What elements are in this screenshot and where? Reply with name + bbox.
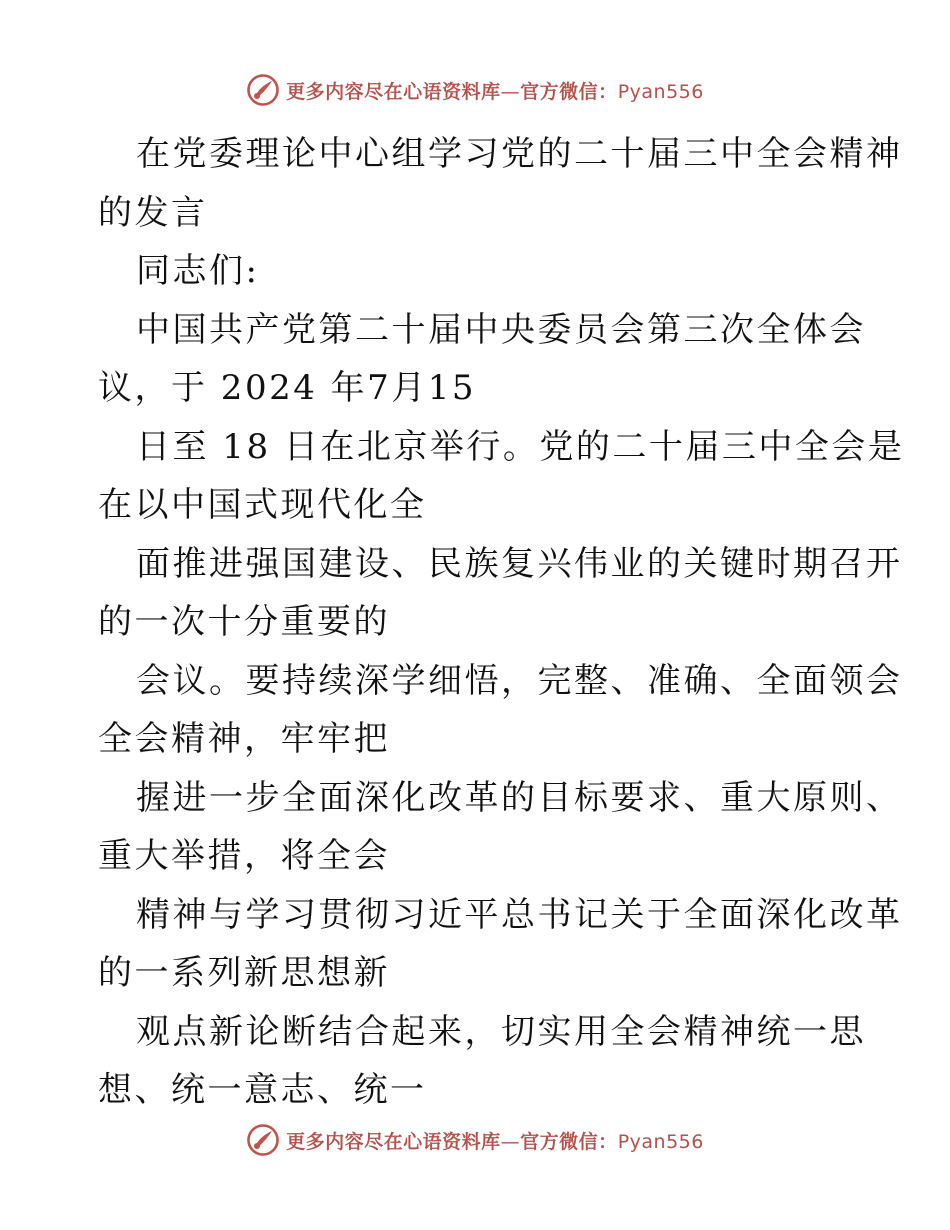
text-line: 重大举措，将全会 <box>98 836 390 876</box>
text-line: 中国共产党第二十届中央委员会第三次全体会 <box>136 309 866 350</box>
text-line: 观点新论断结合起来，切实用全会精神统一思 <box>136 1011 866 1052</box>
text-line: 全会精神，牢牢把 <box>98 719 390 759</box>
text-line: 想、统一意志、统一 <box>98 1070 427 1110</box>
text-line: 的发言 <box>98 192 208 233</box>
text-line: 在党委理论中心组学习党的二十届三中全会精神 <box>136 134 903 174</box>
watermark-text: 更多内容尽在心语资料库—官方微信：Pyan556 <box>286 80 704 103</box>
pen-logo-icon <box>246 1123 280 1157</box>
document-body <box>98 125 905 1120</box>
watermark-text: 更多内容尽在心语资料库—官方微信：Pyan556 <box>286 1130 704 1153</box>
text-line: 议，于 2024 年7月15 <box>98 368 477 408</box>
text-line: 日至 18 日在北京举行。党的二十届三中全会是 <box>136 426 905 467</box>
text-line: 的一次十分重要的 <box>98 602 390 642</box>
text-line: 会议。要持续深学细悟，完整、准确、全面领会 <box>136 660 903 701</box>
text-line: 握进一步全面深化改革的目标要求、重大原则、 <box>136 777 903 818</box>
text-line: 面推进强国建设、民族复兴伟业的关键时期召开 <box>136 543 903 584</box>
footer-watermark <box>0 1120 950 1160</box>
text-line: 精神与学习贯彻习近平总书记关于全面深化改革 <box>136 894 903 935</box>
pen-logo-icon <box>246 73 280 107</box>
text-line: 同志们: <box>136 251 260 291</box>
text-line: 的一系列新思想新 <box>98 953 390 993</box>
text-line: 在以中国式现代化全 <box>98 485 427 525</box>
header-watermark <box>0 70 950 110</box>
